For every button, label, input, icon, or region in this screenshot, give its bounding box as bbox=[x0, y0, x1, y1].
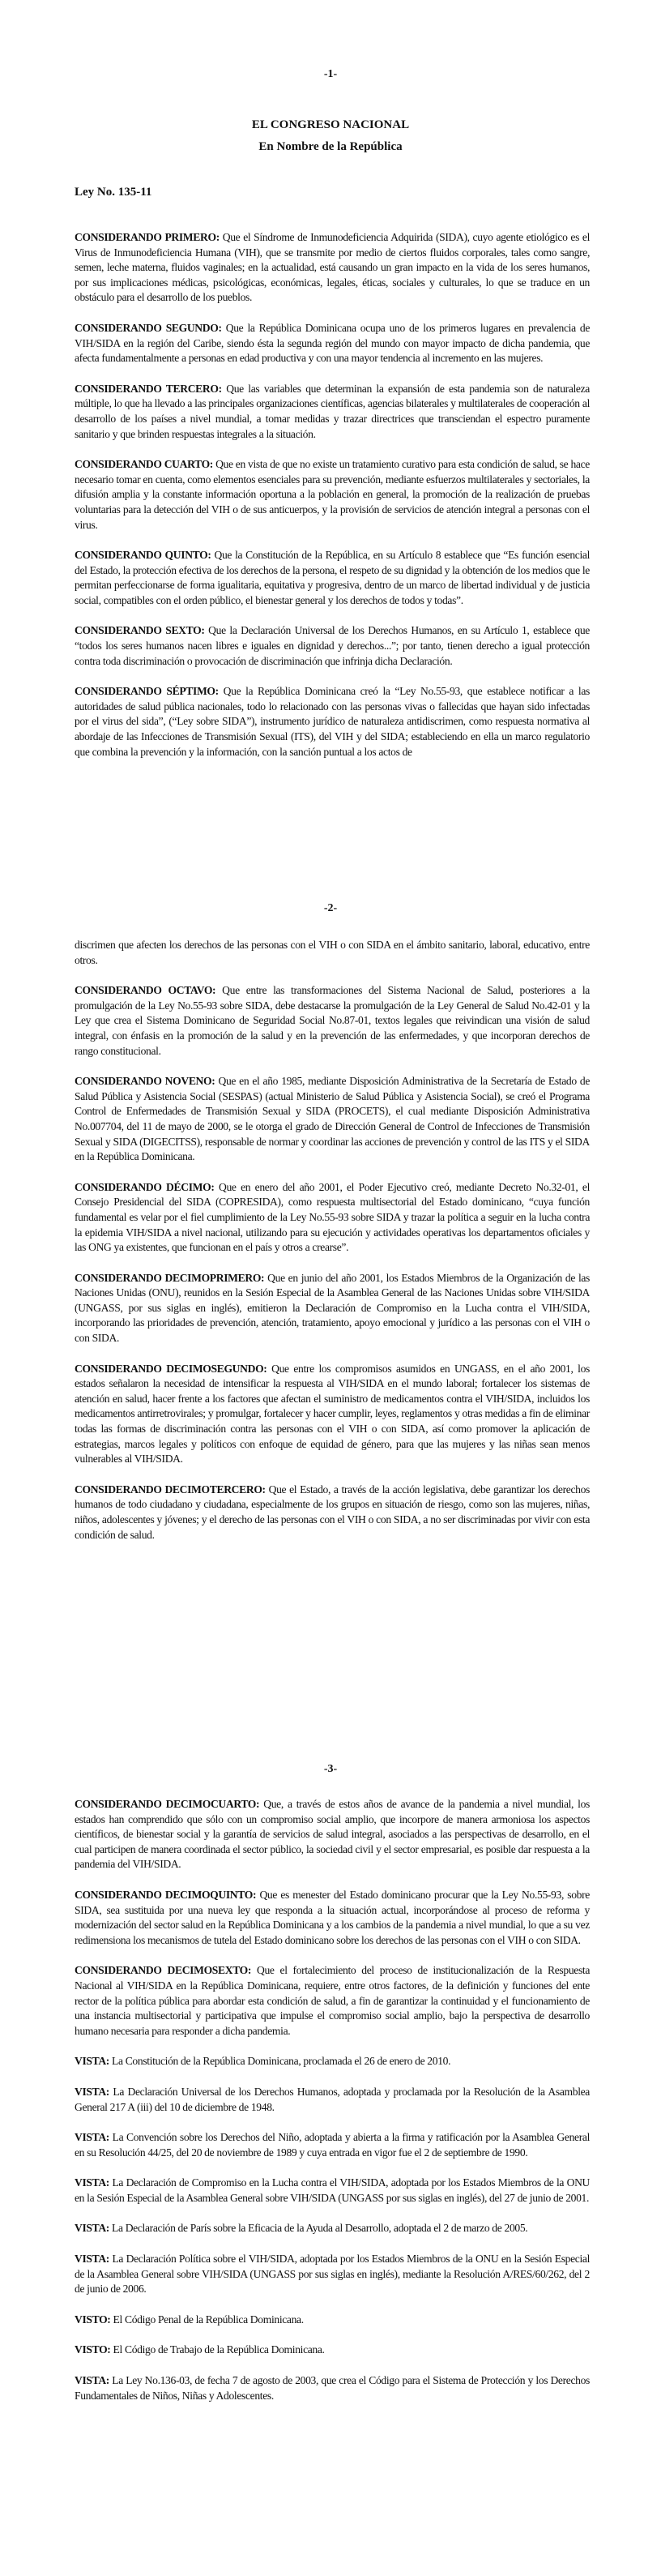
paragraph-label: CONSIDERANDO SEGUNDO: bbox=[75, 321, 222, 334]
considerando-paragraph bbox=[75, 1483, 590, 1543]
paragraph-label: CONSIDERANDO DECIMOSEGUNDO: bbox=[75, 1362, 267, 1375]
paragraph-label: CONSIDERANDO TERCERO: bbox=[75, 382, 222, 395]
document-heading: EL CONGRESO NACIONAL bbox=[251, 118, 410, 131]
paragraph-text: Que el Estado, a través de la acción legislativa, debe garantizar los derechos humanos de todo ciudadano y ciudadana, especialmente de los grupos en situación de riesgo, como son las mujeres, niñas, niños, adolescentes y jóvenes; y el derecho de las personas con el VIH o con SIDA, a no ser discriminadas por vivir con esta condición de salud. bbox=[75, 1483, 590, 1541]
paragraph-text: Que entre los compromisos asumidos en UNGASS, en el año 2001, los estados señalaron la necesidad de intensificar la respuesta al VIH/SIDA en el mundo laboral; fortalecer los sistemas de atención en salud, hacer frente a los factores que afectan el suministro de medicamentos contra el VIH/SIDA, incluidos los medicamentos antirretrovirales; y promulgar, fortalecer y hacer cumplir, leyes, reglamentos y otras medidas a fin de eliminar todas las formas de discriminación contra las personas con el VIH o con SIDA, así como promover la aplicación de estrategias, marcos legales y políticos con enfoque de equidad de género, para que las mujeres y las niñas sean menos vulnerables al VIH/SIDA. bbox=[75, 1362, 590, 1466]
paragraph-label: CONSIDERANDO QUINTO: bbox=[75, 549, 211, 562]
considerando-paragraph bbox=[75, 1797, 590, 1872]
paragraph-text: Que la Constitución de la República, en su Artículo 8 establece que “Es función esencial del Estado, la protección efectiva de los derechos de la persona, el respeto de su dignidad y la obtención de los medios que le permitan perfeccionarse de forma igualitaria, equitativa y progresiva, dentro de un marco de libertad individual y de justicia social, compatibles con el orden público, el bienestar general y los derechos de todos y todas”. bbox=[75, 549, 590, 606]
considerando-paragraph bbox=[75, 983, 590, 1059]
page-number: -3- bbox=[323, 1763, 338, 1775]
paragraph-label: VISTA: bbox=[75, 2176, 109, 2189]
paragraph-label: CONSIDERANDO PRIMERO: bbox=[75, 231, 220, 243]
paragraph-label: VISTO: bbox=[75, 2343, 111, 2356]
considerando-paragraph bbox=[75, 382, 590, 442]
paragraph-label: VISTA: bbox=[75, 2055, 109, 2068]
paragraph-label: CONSIDERANDO NOVENO: bbox=[75, 1075, 215, 1088]
paragraph-label: VISTO: bbox=[75, 2313, 111, 2326]
considerando-paragraph bbox=[75, 548, 590, 608]
paragraph-text: La Declaración de Compromiso en la Lucha contra el VIH/SIDA, adoptada por los Estados Miembros de la ONU en la Sesión Especial de la Asamblea General sobre VIH/SIDA (UNGASS por sus siglas en inglés), del 27 de junio de 2001. bbox=[75, 2176, 590, 2204]
considerando-paragraph bbox=[75, 1271, 590, 1346]
paragraph-text: Que en vista de que no existe un tratamiento curativo para esta condición de salud, se hace necesario tomar en cuenta, como elementos esenciales para su prevención, mediante esfuerzos multilaterales y sectoriales, la difusión amplia y la constante información oportuna a la población en general, la promoción de la realización de pruebas voluntarias para la detección del VIH o de sus anticuerpos, y la provisión de servicios de atención integral a personas con el virus. bbox=[75, 458, 590, 531]
vista-paragraph bbox=[75, 2054, 590, 2069]
considerando-paragraph bbox=[75, 1888, 590, 1948]
paragraph-text: Que la República Dominicana ocupa uno de los primeros lugares en prevalencia de VIH/SIDA en la región del Caribe, siendo ésta la segunda región del mundo con mayor impacto de dicha pandemia, que afecta fundamentalmente a personas en edad productiva y con una mayor tendencia al incremento en las mujeres. bbox=[75, 321, 590, 365]
paragraph-text: Que en junio del año 2001, los Estados Miembros de la Organización de las Naciones Unidas (ONU), reunidos en la Sesión Especial de la Asamblea General de las Naciones Unidas sobre VIH/SIDA (UNGASS, por sus siglas en inglés), emitieron la Declaración de Compromiso en la Lucha contra el VIH/SIDA, incorporando las prioridades de prevención, atención, tratamiento, apoyo emocional y jurídico a las personas con el VIH o con SIDA. bbox=[75, 1271, 590, 1345]
vista-paragraph bbox=[75, 2221, 590, 2236]
paragraph-label: CONSIDERANDO SÉPTIMO: bbox=[75, 685, 219, 698]
considerando-paragraph bbox=[75, 321, 590, 366]
paragraph-text: La Declaración de París sobre la Eficacia de la Ayuda al Desarrollo, adoptada el 2 de marzo de 2005. bbox=[109, 2222, 528, 2235]
vista-paragraph bbox=[75, 2085, 590, 2115]
paragraph-text: La Constitución de la República Dominicana, proclamada el 26 de enero de 2010. bbox=[109, 2055, 451, 2068]
paragraph-label: VISTA: bbox=[75, 2131, 109, 2144]
page-2 bbox=[0, 859, 661, 1718]
page-3 bbox=[0, 1718, 661, 2576]
paragraph-text: Que el Síndrome de Inmunodeficiencia Adquirida (SIDA), cuyo agente etiológico es el Virus de Inmunodeficiencia Humana (VIH), que se transmite por medio de ciertos fluidos corporales, tales como sangre, semen, leche materna, fluidos vaginales; en la actualidad, está causando un gran impacto en la vida de los seres humanos, por sus implicaciones médicas, psicológicas, económicas, legales, éticas, sociales y culturales, lo que se traduce en un obstáculo para el desarrollo de los pueblos. bbox=[75, 231, 590, 304]
page-1 bbox=[0, 0, 661, 859]
paragraph-text: Que en enero del año 2001, el Poder Ejecutivo creó, mediante Decreto No.32-01, el Consejo Presidencial del SIDA (COPRESIDA), como respuesta multisectorial del Estado dominicano, “cuya función fundamental es velar por el fiel cumplimiento de la Ley No.55-93 sobre SIDA y trazar la política a seguir en la lucha contra la epidemia VIH/SIDA a nivel nacional, utilizando para su ejecución y actividades operativas los departamentos oficiales y las ONG ya existentes, que funcionan en el país y otros a crearse”. bbox=[75, 1180, 590, 1254]
considerando-paragraph bbox=[75, 1074, 590, 1165]
paragraph-text: Que en el año 1985, mediante Disposición Administrativa de la Secretaría de Estado de Salud Pública y Asistencia Social (SESPAS) (actual Ministerio de Salud Pública y Asistencia Social), se creó el Programa Control de Enfermedades de Transmisión Sexual y SIDA (PROCETS), el cual mediante Disposición Administrativa No.007704, del 11 de mayo de 2000, se le otorga el grado de Dirección General de Control de Infecciones de Transmisión Sexual y SIDA (DIGECITSS), responsable de normar y coordinar las acciones de prevención y control de las ITS y el SIDA en la República Dominicana. bbox=[75, 1075, 590, 1163]
considerando-paragraph bbox=[75, 230, 590, 306]
paragraph-label: VISTA: bbox=[75, 2374, 109, 2387]
continuation-paragraph: discrimen que afecten los derechos de las personas con el VIH o con SIDA en el ámbito sanitario, laboral, educativo, entre otros. bbox=[75, 939, 590, 966]
law-number: Ley No. 135-11 bbox=[75, 186, 152, 199]
vista-paragraph bbox=[75, 2373, 590, 2403]
paragraph-label: CONSIDERANDO CUARTO: bbox=[75, 458, 213, 471]
paragraph-text: El Código de Trabajo de la República Dominicana. bbox=[110, 2343, 325, 2356]
vista-paragraph bbox=[75, 2176, 590, 2206]
page-2-body bbox=[75, 938, 590, 1558]
paragraph-text: La Ley No.136-03, de fecha 7 de agosto de 2003, que crea el Código para el Sistema de Protección y los Derechos Fundamentales de Niños, Niñas y Adolescentes. bbox=[75, 2374, 590, 2402]
paragraph-text: El Código Penal de la República Dominicana. bbox=[110, 2313, 304, 2326]
paragraph-label: VISTA: bbox=[75, 2085, 109, 2098]
considerando-paragraph bbox=[75, 457, 590, 533]
page-number: -1- bbox=[323, 68, 338, 80]
paragraph-label: CONSIDERANDO DECIMOPRIMERO: bbox=[75, 1271, 265, 1284]
paragraph-label: CONSIDERANDO DECIMOCUARTO: bbox=[75, 1798, 260, 1810]
paragraph-label: CONSIDERANDO DÉCIMO: bbox=[75, 1180, 215, 1193]
paragraph-label: CONSIDERANDO OCTAVO: bbox=[75, 984, 216, 997]
page-number: -2- bbox=[323, 902, 338, 914]
paragraph-label: CONSIDERANDO DECIMOSEXTO: bbox=[75, 1964, 252, 1977]
paragraph-text: La Convención sobre los Derechos del Niño, adoptada y abierta a la firma y ratificación por la Asamblea General en su Resolución 44/25, del 20 de noviembre de 1989 y cuya entrada en vigor fue el 2 de septiembre de 1990. bbox=[75, 2131, 590, 2159]
page-1-body bbox=[75, 230, 590, 775]
paragraph-text: Que la República Dominicana creó la “Ley No.55-93, que establece notificar a las autoridades de salud pública nacionales, todo lo relacionado con las personas vivas o fallecidas que hayan sido infectadas por el virus del sida”, (“Ley sobre SIDA”), instrumento jurídico de naturaleza antidiscrimen, como respuesta normativa al abordaje de las Infecciones de Transmisión Sexual (ITS), del VIH y del SIDA; estableciendo en ella un marco regulatorio que combina la prevención y la información, con la sanción puntual a los actos de bbox=[75, 685, 590, 758]
page-3-body bbox=[75, 1797, 590, 2419]
paragraph-label: VISTA: bbox=[75, 2222, 109, 2235]
vista-paragraph bbox=[75, 2130, 590, 2160]
paragraph-text: Que entre las transformaciones del Sistema Nacional de Salud, posteriores a la promulgación de la Ley No.55-93 sobre SIDA, debe destacarse la promulgación de la Ley General de Salud No.42-01 y la Ley que crea el Sistema Dominicano de Seguridad Social No.87-01, textos legales que reivindican una visión de salud integral, con énfasis en la promoción de la salud y en la prevención de las enfermedades, y que incorporan derechos de rango constitucional. bbox=[75, 984, 590, 1057]
paragraph-text: Que, a través de estos años de avance de la pandemia a nivel mundial, los estados han comprendido que sólo con un compromiso social amplio, que incorpore de manera armoniosa los aspectos científicos, de bienestar social y la garantía de servicios de salud integral, asociados a las perspectivas de desarrollo, en el cual participen de manera coordinada el sector público, la sociedad civil y el sector empresarial, es posible dar respuesta a la pandemia del VIH/SIDA. bbox=[75, 1798, 590, 1871]
paragraph-label: CONSIDERANDO SEXTO: bbox=[75, 624, 205, 637]
paragraph-text: La Declaración Universal de los Derechos Humanos, adoptada y proclamada por la Resolución de la Asamblea General 217 A (iii) del 10 de diciembre de 1948. bbox=[75, 2085, 590, 2113]
document-subheading: En Nombre de la República bbox=[258, 140, 403, 153]
paragraph-text: La Declaración Política sobre el VIH/SIDA, adoptada por los Estados Miembros de la ONU en la Sesión Especial de la Asamblea General sobre VIH/SIDA (UNGASS por sus siglas en inglés), mediante la Resolución A/RES/60/262, del 2 de junio de 2006. bbox=[75, 2253, 590, 2296]
visto-paragraph bbox=[75, 2313, 590, 2328]
considerando-paragraph bbox=[75, 684, 590, 760]
considerando-paragraph bbox=[75, 1362, 590, 1467]
paragraph-text: Que la Declaración Universal de los Derechos Humanos, en su Artículo 1, establece que “todos los seres humanos nacen libres e iguales en dignidad y derechos...”; por tanto, tienen derecho a igual protección contra toda discriminación o provocación de discriminación que infrinja dicha Declaración. bbox=[75, 624, 590, 667]
paragraph-text: Que las variables que determinan la expansión de esta pandemia son de naturaleza múltiple, lo que ha llevado a las principales organizaciones científicas, agencias bilaterales y multilaterales de cooperación al desarrollo de los países a nivel mundial, a tomar medidas y trazar directrices que transciendan el espectro puramente sanitario y que brinden respuestas integrales a la situación. bbox=[75, 382, 590, 440]
paragraph-text: Que es menester del Estado dominicano procurar que la Ley No.55-93, sobre SIDA, sea sustituida por una nueva ley que responda a la situación actual, incorporándose al proceso de reforma y modernización del sector salud en la República Dominicana y a los cambios de la pandemia a nivel mundial, lo que a su vez redimensiona los mecanismos de tutela del Estado dominicano sobre los derechos de las personas con el VIH o con SIDA. bbox=[75, 1888, 590, 1946]
considerando-paragraph bbox=[75, 1180, 590, 1256]
paragraph-label: CONSIDERANDO DECIMOTERCERO: bbox=[75, 1483, 266, 1496]
visto-paragraph bbox=[75, 2343, 590, 2358]
paragraph-label: CONSIDERANDO DECIMOQUINTO: bbox=[75, 1888, 257, 1901]
vista-paragraph bbox=[75, 2252, 590, 2297]
considerando-paragraph bbox=[75, 623, 590, 669]
paragraph-label: VISTA: bbox=[75, 2253, 109, 2266]
considerando-paragraph bbox=[75, 1963, 590, 2039]
paragraph-text: Que el fortalecimiento del proceso de institucionalización de la Respuesta Nacional al VIH/SIDA en la República Dominicana, requiere, entre otros factores, de la definición y funciones del ente rector de la política pública para abordar esta condición de salud, a fin de garantizar la continuidad y el funcionamiento de una instancia multisectorial y participativa que impulse el compromiso social amplio, bajo la perspectiva de desarrollo humano necesaria para responder a dicha pandemia. bbox=[75, 1964, 590, 2037]
